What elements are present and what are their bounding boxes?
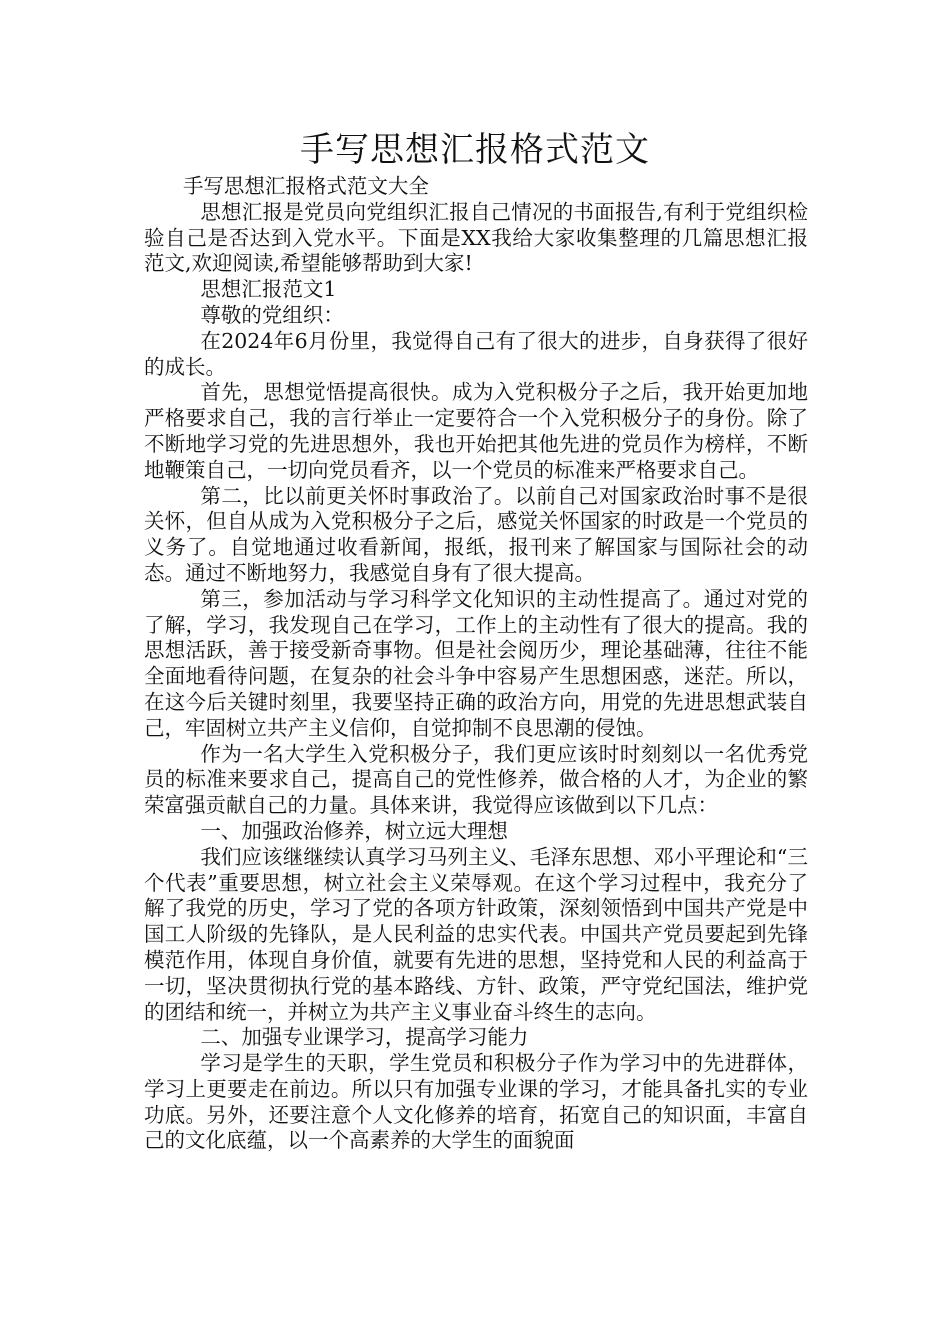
body-paragraph: 首先，思想觉悟提高很快。成为入党积极分子之后，我开始更加地严格要求自己，我的言行举止一定要符合一个入党积极分子的身份。除了不断地学习党的先进思想外，我也开始把其他先进的党员作为榜样，不断地鞭策自己，一切向党员看齐，以一个党员的标准来严格要求自己。 xyxy=(144,380,808,482)
document-body xyxy=(144,174,808,1154)
intro-paragraph: 思想汇报是党员向党组织汇报自己情况的书面报告,有利于党组织检验自己是否达到入党水平。下面是XX我给大家收集整理的几篇思想汇报范文,欢迎阅读,希望能够帮助到大家! xyxy=(144,199,808,276)
salutation: 尊敬的党组织： xyxy=(200,302,344,327)
body-paragraph: 第二，比以前更关怀时事政治了。以前自己对国家政治时事不是很关怀，但自从成为入党积极分子之后，感觉关怀国家的时政是一个党员的义务了。自觉地通过收看新闻，报纸，报刊来了解国家与国际社会的动态。通过不断地努力，我感觉自身有了很大提高。 xyxy=(144,483,808,585)
body-paragraph: 在2024年6月份里，我觉得自己有了很大的进步，自身获得了很好的成长。 xyxy=(144,328,808,379)
body-paragraph: 学习是学生的天职，学生党员和积极分子作为学习中的先进群体，学习上更要走在前边。所以只有加强专业课的学习，才能具备扎实的专业功底。另外，还要注意个人文化修养的培育，拓宽自己的知识面，丰富自己的文化底蕴，以一个高素养的大学生的面貌面 xyxy=(144,1051,808,1153)
body-paragraph: 我们应该继继续认真学习马列主义、毛泽东思想、邓小平理论和“三个代表”重要思想，树立社会主义荣辱观。在这个学习过程中，我充分了解了我党的历史，学习了党的各项方针政策，深刻领悟到中国共产党是中国工人阶级的先锋队，是人民利益的忠实代表。中国共产党员要起到先锋模范作用，体现自身价值，就要有先进的思想，坚持党和人民的利益高于一切，坚决贯彻执行党的基本路线、方针、政策，严守党纪国法，维护党的团结和统一，并树立为共产主义事业奋斗终生的志向。 xyxy=(144,844,808,1024)
section-heading: 一、加强政治修养，树立远大理想 xyxy=(200,818,508,843)
body-paragraph: 作为一名大学生入党积极分子，我们更应该时时刻刻以一名优秀党员的标准来要求自己，提高自己的党性修养，做合格的人才，为企业的繁荣富强贡献自己的力量。具体来讲，我觉得应该做到以下几点： xyxy=(144,741,808,818)
document-subtitle: 手写思想汇报格式范文大全 xyxy=(182,174,429,198)
sample-heading: 思想汇报范文1 xyxy=(200,277,337,302)
section-heading: 二、加强专业课学习，提高学习能力 xyxy=(200,1025,529,1050)
document-title: 手写思想汇报格式范文 xyxy=(300,130,650,170)
body-paragraph: 第三，参加活动与学习科学文化知识的主动性提高了。通过对党的了解，学习，我发现自己在学习，工作上的主动性有了很大的提高。我的思想活跃，善于接受新奇事物。但是社会阅历少，理论基础薄，往往不能全面地看待问题，在复杂的社会斗争中容易产生思想困惑，迷茫。所以，在这今后关键时刻里，我要坚持正确的政治方向，用党的先进思想武装自己，牢固树立共产主义信仰，自觉抑制不良思潮的侵蚀。 xyxy=(144,586,808,740)
